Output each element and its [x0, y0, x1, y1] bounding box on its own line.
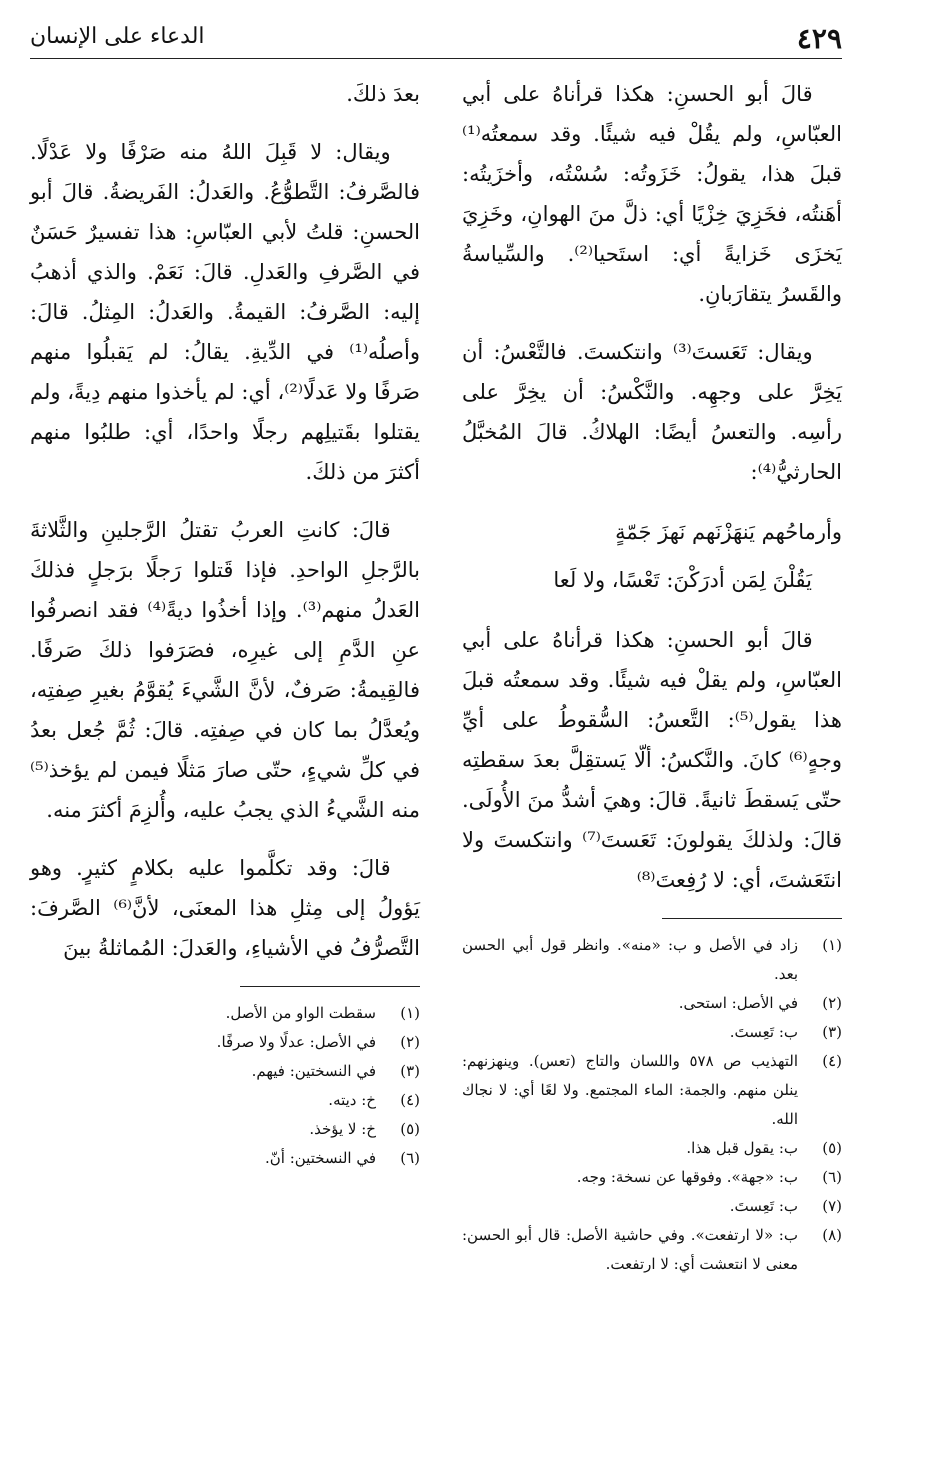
footnote-number: (٨) — [822, 1226, 842, 1244]
footnote-number: (٥) — [822, 1139, 842, 1157]
footnote — [462, 1047, 842, 1134]
footnote-text: في النسختين: فيهم. — [251, 1062, 376, 1080]
body-paragraph: قالَ: وقد تكلَّموا عليه بكلامٍ كثيرٍ. وهو يَؤولُ إلى مِثلِ هذا المعنَى، لأنَّ⁽⁶⁾ الصَّرفَ: التَّصرُّفُ في الأشياءِ، والعَدلَ: المُماثلةُ بينَ — [30, 856, 420, 960]
footnote-text: ب: «جهة». وفوقها عن نسخة: وجه. — [576, 1168, 798, 1186]
footnote-text: في الأصل: استحى. — [678, 994, 798, 1012]
footnote-text: خ: لا يؤخذ. — [309, 1120, 376, 1138]
footnote-number: (٦) — [400, 1149, 420, 1167]
footnote-number: (٢) — [400, 1033, 420, 1051]
footnote-text: ب: تَعِستَ. — [729, 1197, 798, 1215]
footnote — [462, 1192, 842, 1221]
running-head — [30, 18, 842, 59]
footnote-divider — [662, 918, 842, 919]
footnote — [30, 1144, 420, 1173]
body-paragraph: ويقال: تَعَستَ⁽³⁾ وانتكستَ. فالتَّعْسُ: أن يَخِرَّ على وجهِه. والنَّكْسُ: أن يخِرَّ على رأسِه. والتعسُ أيضًا: الهلاكُ. قالَ المُخبَّلُ الحارثيُّ⁽⁴⁾: — [462, 340, 842, 484]
footnote-text: في الأصل: عدلًا ولا صرفًا. — [216, 1033, 376, 1051]
footnote-text: في النسختين: أنّ. — [264, 1149, 376, 1167]
footnote — [30, 1115, 420, 1144]
footnote-number: (٥) — [400, 1120, 420, 1138]
footnote-text: سقطت الواو من الأصل. — [225, 1004, 376, 1022]
footnote — [462, 989, 842, 1018]
verse-line: يَقُلْنَ لِمَن أدرَكْنَ: تَعْسًا، ولا لَعا — [553, 568, 812, 592]
footnote-text: ب: «لا ارتفعت». وفي حاشية الأصل: قال أبو الحسن: معنى لا انتعشت أي: لا ارتفعت. — [462, 1226, 798, 1273]
footnote — [30, 1028, 420, 1057]
footnote-number: (٦) — [822, 1168, 842, 1186]
footnote-number: (٣) — [822, 1023, 842, 1041]
footnote-text: زاد في الأصل و ب: «منه». وانظر قول أبي الحسن بعد. — [462, 936, 798, 983]
right-column — [462, 74, 842, 1279]
footnote-text: التهذيب ص ٥٧٨ واللسان والتاج (تعس). وينهزنهم: ينلن منهم. والجمة: الماء المجتمع. ولا لعًا أي: لا نجاك الله. — [462, 1052, 798, 1128]
footnote-number: (٤) — [822, 1052, 842, 1070]
footnote-text: ب: تَعِستَ. — [729, 1023, 798, 1041]
footnote — [462, 1134, 842, 1163]
chapter-title: الدعاء على الإنسان — [30, 24, 205, 49]
footnote — [30, 1057, 420, 1086]
footnote — [30, 999, 420, 1028]
footnote — [462, 1018, 842, 1047]
footnote — [30, 1086, 420, 1115]
footnotes-list — [462, 931, 842, 1279]
footnote — [462, 1163, 842, 1192]
body-paragraph: قالَ: كانتِ العربُ تقتلُ الرَّجلينِ والثَّلاثةَ بالرَّجلِ الواحدِ. فإذا قَتلوا رَجلًا برَجلٍ فذلكَ العَدلُ منهم⁽³⁾. وإذا أخذُوا ديةً⁽⁴⁾ فقد انصرفُوا عنِ الدَّمِ إلى غيرِه، فصَرَفوا ذلكَ صَرفًا. فالقِيمةُ: صَرفٌ، لأنَّ الشَّيءَ يُقوَّمُ بغيرِ صِفتِه، ويُعدَّلُ بما كان في صِفتِه. قالَ: ثُمَّ جُعل بعدُ في كلِّ شيءٍ، حتّى صارَ مَثلًا فيمن لم يؤخذ⁽⁵⁾ منه الشَّيءُ الذي يجبُ عليه، وأُلزِمَ أكثرَ منه. — [30, 518, 421, 822]
footnote-text: خ: ديته. — [328, 1091, 376, 1109]
footnote-number: (٤) — [400, 1091, 420, 1109]
body-paragraph: بعدَ ذلكَ. — [346, 82, 420, 106]
footnote-text: ب: يقول قبل هذا. — [686, 1139, 798, 1157]
footnote-number: (١) — [822, 936, 842, 954]
body-paragraph: قالَ أبو الحسنِ: هكذا قرأناهُ على أبي العبّاسِ، ولم يقُلْ فيه شيئًا. وقد سمعتُه⁽¹⁾ قبلَ هذا، يقولُ: خَزَوتُه: سُسْتُه، وأخزَيتُه: أهَنتُه، فخَزِيَ خِزْيًا أي: ذلَّ منَ الهوانِ، وخَزِيَ يَخزَى خَزايةً أي: استَحيا⁽²⁾. والسِّياسةُ والقَسرُ يتقارَبانِ. — [462, 82, 842, 306]
footnote-number: (٧) — [822, 1197, 842, 1215]
footnote — [462, 931, 842, 989]
footnote-number: (١) — [400, 1004, 420, 1022]
page-number: ٤٢٩ — [796, 22, 842, 55]
verse-line: وأرماحُهم يَنهَزْنَهم نَهزَ جَمّةٍ — [615, 520, 842, 544]
footnote-number: (٢) — [822, 994, 842, 1012]
left-column — [30, 74, 420, 1173]
footnote-number: (٣) — [400, 1062, 420, 1080]
footnote-divider — [240, 986, 420, 987]
body-paragraph: ويقال: لا قَبِلَ اللهُ منه صَرْفًا ولا عَدْلًا. فالصَّرفُ: التَّطوُّعُ. والعَدلُ: الفَريضةُ. قالَ أبو الحسنِ: قلتُ لأبي العبّاسِ: هذا تفسيرٌ حَسَنٌ في الصَّرفِ والعَدلِ. قالَ: نَعَمْ. والذي أذهبُ إليه: الصَّرفُ: القيمةُ. والعَدلُ: المِثلُ. قالَ: وأصلُه⁽¹⁾ في الدِّيةِ. يقالُ: لم يَقبلُوا منهم صَرفًا ولا عَدلًا⁽²⁾، أي: لم يأخذوا منهم دِيةً، ولم يقتلوا بقَتيلِهم رجلًا واحدًا، أي: طلبُوا منهم أكثرَ من ذلكَ. — [30, 140, 420, 484]
body-paragraph: قالَ أبو الحسنِ: هكذا قرأناهُ على أبي العبّاسِ، ولم يقلْ فيه شيئًا. وقد سمعتُه قبلَ هذا يقول⁽⁵⁾: التَّعسُ: السُّقوطُ على أيِّ وجهٍ⁽⁶⁾ كانَ. والنَّكسُ: ألّا يَستقِلَّ بعدَ سقطتِه حتّى يَسقطَ ثانيةً. قالَ: وهيَ أشدُّ منَ الأُولَى. قالَ: ولذلكَ يقولونَ: تَعَستَ⁽⁷⁾ وانتكستَ ولا انتَعَشتَ، أي: لا رُفِعتَ⁽⁸⁾ — [462, 628, 842, 892]
footnotes-list — [30, 999, 420, 1173]
footnote — [462, 1221, 842, 1279]
